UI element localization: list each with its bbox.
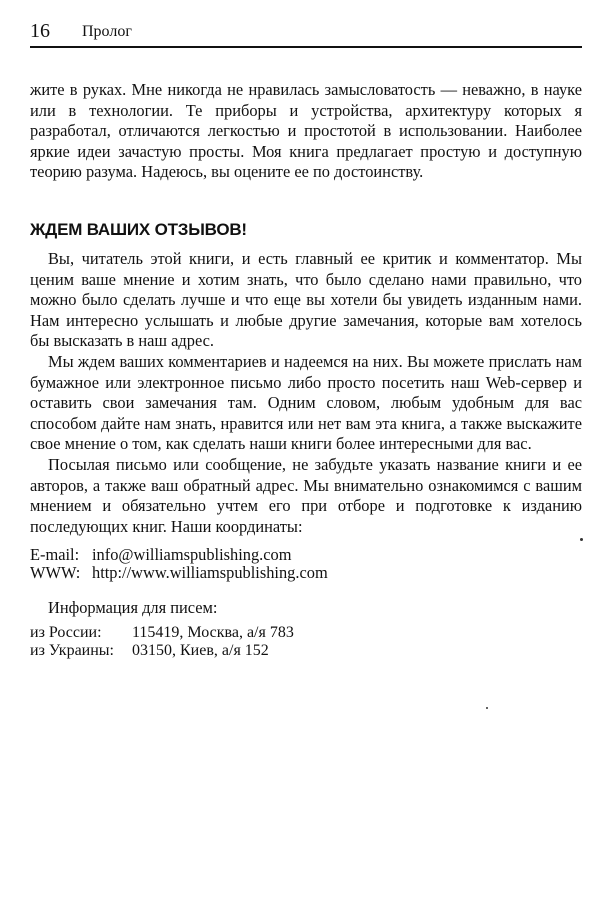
- page-header: [30, 20, 582, 48]
- scan-speck-mark: [580, 538, 583, 541]
- intro-paragraph: жите в руках. Мне никогда не нравилась замысловатость — неважно, в науке или в технологии. Те приборы и устройства, архитектуру которых я разработал, отличаются легкостью и простотой в использовании. Наиболее яркие идеи зачастую просты. Моя книга предлагает простую и доступную теорию разума. Надеюсь, вы оцените ее по достоинству.: [30, 80, 582, 182]
- www-link[interactable]: http://www.williamspublishing.com: [92, 563, 328, 582]
- feedback-section: [30, 249, 582, 537]
- address-ukraine-label: из Украины:: [30, 642, 114, 659]
- email-link[interactable]: info@williamspublishing.com: [92, 545, 292, 564]
- page-number: 16: [30, 20, 50, 42]
- section-heading: ЖДЕМ ВАШИХ ОТЗЫВОВ!: [30, 220, 247, 239]
- address-ukraine: [30, 642, 294, 660]
- mail-info-label: Информация для писем:: [48, 598, 218, 617]
- running-title: Пролог: [82, 23, 132, 40]
- contacts-block: [30, 546, 582, 582]
- addresses-block: [30, 624, 294, 660]
- address-russia: [30, 624, 294, 642]
- address-russia-label: из России:: [30, 624, 102, 641]
- feedback-paragraph-3: Посылая письмо или сообщение, не забудьте указать название книги и ее авторов, а также ваш обратный адрес. Мы внимательно ознакомимся с вашим мнением и обязательно учтем его при отборе и подготовке к изданию последующих книг. Наши координаты:: [30, 454, 582, 536]
- www-row: [30, 564, 582, 582]
- email-label: E-mail:: [30, 545, 80, 564]
- scan-speck-mark-2: [486, 707, 488, 709]
- address-ukraine-value: 03150, Киев, а/я 152: [132, 642, 269, 659]
- address-russia-value: 115419, Москва, а/я 783: [132, 624, 294, 641]
- www-label: WWW:: [30, 563, 81, 582]
- feedback-paragraph-2: Мы ждем ваших комментариев и надеемся на них. Вы можете прислать нам бумажное или электронное письмо либо просто посетить наш Web-сервер и оставить свои замечания там. Одним словом, любым удобным для вас способом дайте нам знать, нравится или нет вам эта книга, а также выскажите свое мнение о том, как сделать наши книги более интересными для вас.: [30, 351, 582, 454]
- feedback-paragraph-1: Вы, читатель этой книги, и есть главный ее критик и комментатор. Мы ценим ваше мнение и хотим знать, что было сделано нами правильно, что можно было сделать лучше и что еще вы хотели бы увидеть изданным нами. Нам интересно услышать и любые другие замечания, которые вам хотелось бы высказать в наш адрес.: [30, 249, 582, 351]
- intro-paragraph-block: [30, 80, 582, 183]
- email-row: [30, 546, 582, 564]
